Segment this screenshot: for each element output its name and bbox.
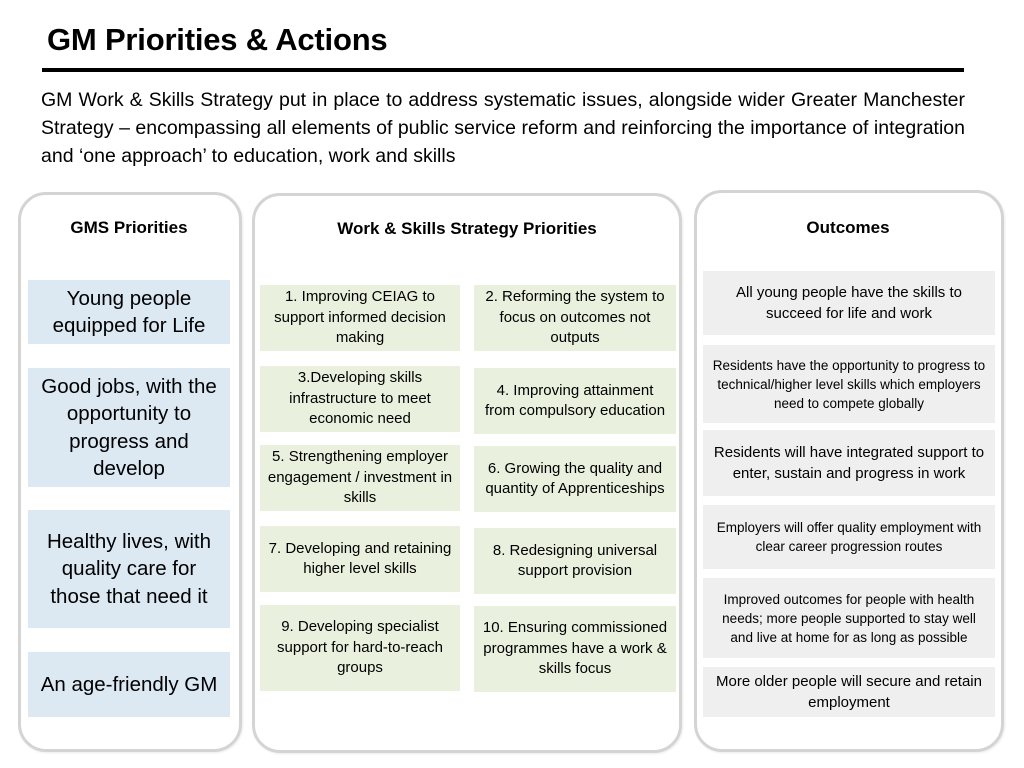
work-skills-priority-box: 10. Ensuring commissioned programmes have a work & skills focus bbox=[474, 606, 676, 692]
gms-priority-box: Young people equipped for Life bbox=[28, 280, 230, 344]
outcome-box: All young people have the skills to succeed for life and work bbox=[703, 271, 995, 335]
outcome-box: Employers will offer quality employment with clear career progression routes bbox=[703, 505, 995, 569]
gms-priority-box: An age-friendly GM bbox=[28, 652, 230, 717]
outcomes-heading: Outcomes bbox=[806, 218, 890, 237]
gms-priorities-heading: GMS Priorities bbox=[70, 218, 188, 237]
work-skills-priority-box: 7. Developing and retaining higher level skills bbox=[260, 526, 460, 592]
page-title: GM Priorities & Actions bbox=[47, 22, 388, 57]
work-skills-heading: Work & Skills Strategy Priorities bbox=[337, 219, 597, 238]
gms-priority-box: Good jobs, with the opportunity to progress and develop bbox=[28, 368, 230, 487]
outcome-box: Improved outcomes for people with health needs; more people supported to stay well and live at home for as long as possible bbox=[703, 578, 995, 658]
intro-paragraph: GM Work & Skills Strategy put in place to address systematic issues, alongside wider Greater Manchester Strategy – encompassing all elements of public service reform and reinforcing the importance of integration and ‘one approach’ to education, work and skills bbox=[41, 89, 965, 167]
work-skills-priority-box: 1. Improving CEIAG to support informed decision making bbox=[260, 285, 460, 351]
gms-priority-box: Healthy lives, with quality care for those that need it bbox=[28, 510, 230, 628]
outcome-box: More older people will secure and retain employment bbox=[703, 667, 995, 717]
work-skills-priority-box: 9. Developing specialist support for hard-to-reach groups bbox=[260, 605, 460, 691]
outcome-box: Residents will have integrated support to enter, sustain and progress in work bbox=[703, 430, 995, 496]
work-skills-priority-box: 5. Strengthening employer engagement / investment in skills bbox=[260, 445, 460, 511]
work-skills-priority-box: 6. Growing the quality and quantity of Apprenticeships bbox=[474, 446, 676, 512]
work-skills-priority-box: 8. Redesigning universal support provision bbox=[474, 528, 676, 594]
work-skills-priority-box: 3.Developing skills infrastructure to meet economic need bbox=[260, 366, 460, 432]
work-skills-priority-box: 4. Improving attainment from compulsory education bbox=[474, 368, 676, 434]
title-underline bbox=[42, 68, 964, 72]
outcome-box: Residents have the opportunity to progress to technical/higher level skills which employers need to compete globally bbox=[703, 345, 995, 423]
work-skills-priority-box: 2. Reforming the system to focus on outcomes not outputs bbox=[474, 285, 676, 351]
